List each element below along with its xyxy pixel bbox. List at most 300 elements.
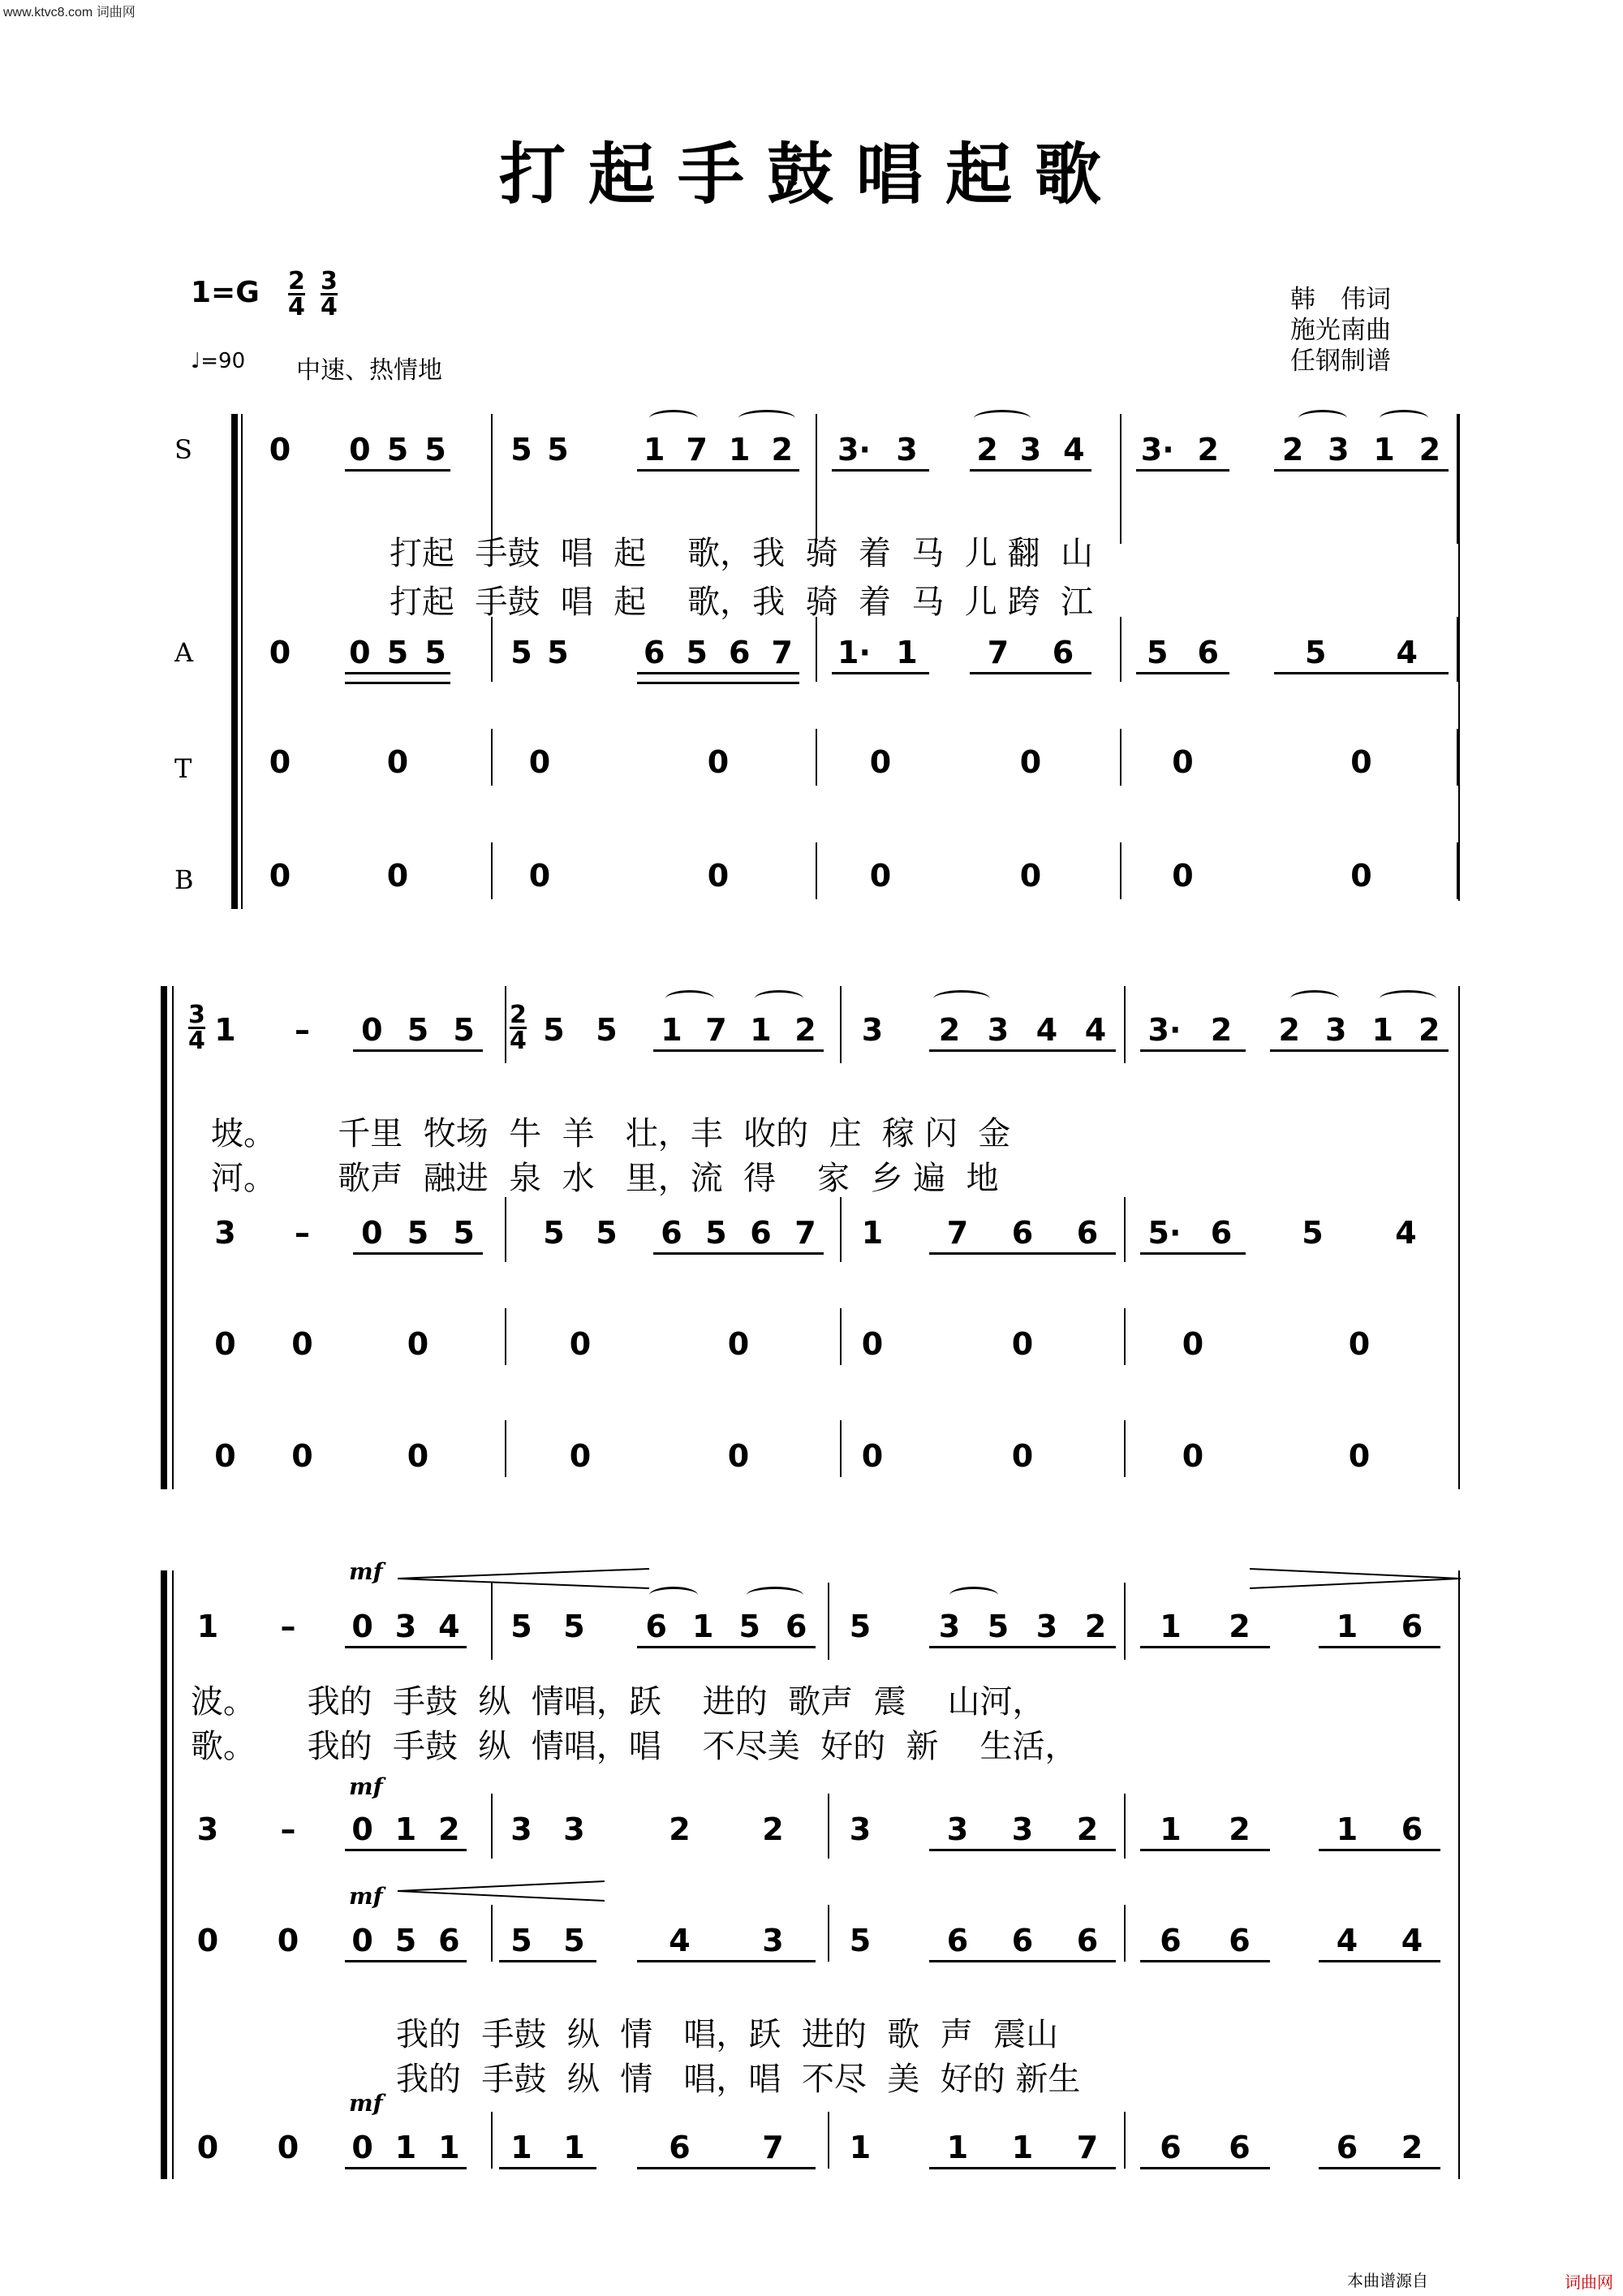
note-b: 1: [946, 2130, 969, 2165]
note-t: 6: [946, 1923, 969, 1958]
system-brace: [161, 1570, 167, 2179]
note-s: 6: [1401, 1609, 1423, 1644]
lyrics-verse-1: 坡。 千里 牧场 牛 羊 壮，丰 收的 庄 稼 闪 金: [211, 1115, 1011, 1152]
note-s: 3: [394, 1609, 417, 1644]
note-a: 3: [1011, 1811, 1034, 1847]
barline: [491, 1794, 493, 1859]
tenor-lyrics-verse-1: 我的 手鼓 纵 情 唱，跃 进的 歌 声 震山: [396, 2016, 1059, 2053]
beam-underline: [832, 672, 929, 674]
note-t: 0: [1172, 744, 1194, 780]
note-s: 2: [938, 1012, 961, 1048]
lyrics-verse-1: 打起 手鼓 唱 起 歌，我 骑 着 马 儿 翻 山: [390, 535, 1094, 572]
note-s: 5: [453, 1012, 475, 1048]
note-a: 6: [1401, 1811, 1423, 1847]
note-s: 3: [861, 1012, 884, 1048]
note-s: 4: [438, 1609, 460, 1644]
time-signature-2-4: 2 4: [510, 1001, 527, 1055]
note-t: 4: [669, 1923, 691, 1958]
note-a: 0: [361, 1215, 383, 1251]
note-a: 1: [861, 1215, 884, 1251]
note-s: 3: [1019, 432, 1042, 467]
note-s: 1: [644, 432, 665, 467]
time-signature-3-4: 3 4: [188, 1001, 205, 1055]
system-end-bar: [1458, 986, 1460, 1489]
part-label-t: T: [174, 753, 192, 784]
note-a: 5: [424, 635, 446, 670]
note-s: 2: [1281, 432, 1304, 467]
beam-underline: [1319, 1646, 1440, 1648]
note-b: 0: [569, 1438, 592, 1474]
note-s: 1: [214, 1012, 236, 1048]
note-s: 5: [510, 1609, 532, 1644]
barline: [828, 1794, 829, 1859]
note-a: 5: [596, 1215, 618, 1251]
beam-underline: [637, 2167, 816, 2169]
note-b: 6: [1229, 2130, 1251, 2165]
beam-underline: [353, 1252, 483, 1255]
beam-underline: [1140, 2167, 1270, 2169]
note-a: 6: [1210, 1215, 1233, 1251]
beam-underline: [929, 1252, 1116, 1255]
note-a: 2: [1076, 1811, 1099, 1847]
beam-underline: [637, 672, 799, 674]
note-t: 6: [1229, 1923, 1251, 1958]
barline: [828, 1583, 829, 1660]
barline: [1124, 1308, 1126, 1365]
barline: [491, 842, 493, 899]
beam-underline: [1136, 672, 1229, 674]
barline: [828, 1905, 829, 1962]
note-s: 2: [976, 432, 998, 467]
note-t: 0: [214, 1326, 236, 1362]
note-a: –: [280, 1811, 296, 1847]
beam-underline: [1136, 469, 1229, 472]
slur: [1298, 410, 1347, 427]
note-t: 0: [351, 1923, 373, 1958]
footer-site[interactable]: 词曲网: [1565, 2274, 1613, 2292]
note-t: 0: [291, 1326, 313, 1362]
note-s: 2: [1197, 432, 1219, 467]
beam-underline: [353, 1049, 483, 1052]
barline: [505, 986, 506, 1063]
beam-underline: [1274, 672, 1449, 674]
beam-underline: [345, 1960, 467, 1962]
note-s: –: [280, 1609, 296, 1644]
beam-underline: [345, 672, 450, 674]
dynamic-mf: mf: [349, 1558, 383, 1585]
barline: [840, 1420, 842, 1477]
note-a: 5: [1305, 635, 1327, 670]
note-b: 2: [1401, 2130, 1423, 2165]
part-label-a: A: [174, 637, 194, 668]
note-a: 6: [644, 635, 665, 670]
tempo-marking: ♩=90: [191, 349, 246, 373]
note-s: –: [295, 1012, 310, 1048]
note-a: 5: [407, 1215, 429, 1251]
note-a: 5: [543, 1215, 565, 1251]
note-a: 3: [510, 1811, 532, 1847]
note-t: 4: [1401, 1923, 1423, 1958]
site-header: www.ktvc8.com 词曲网: [3, 6, 136, 19]
slur: [1380, 410, 1428, 427]
barline: [1124, 2112, 1126, 2169]
beam-underline: [1274, 469, 1449, 472]
note-b: 0: [291, 1438, 313, 1474]
barline: [1120, 414, 1121, 544]
note-s: 2: [1229, 1609, 1251, 1644]
beam-underline: [1140, 1049, 1246, 1052]
note-a: 1: [1160, 1811, 1182, 1847]
note-s: 4: [1084, 1012, 1107, 1048]
note-a: 5: [705, 1215, 727, 1251]
beam-underline: [929, 1646, 1116, 1648]
note-t: 6: [1160, 1923, 1182, 1958]
note-a: 6: [729, 635, 751, 670]
note-s: 5: [987, 1609, 1010, 1644]
barline: [1124, 1905, 1126, 1962]
note-a: 2: [762, 1811, 784, 1847]
barline: [491, 414, 493, 544]
slur: [747, 1587, 803, 1604]
lyricist: 韩 伟词: [1290, 285, 1391, 314]
note-t: 0: [707, 744, 730, 780]
note-s: 1: [1160, 1609, 1182, 1644]
slur: [738, 410, 795, 427]
time-signature-2-4: 2 4: [288, 267, 305, 321]
note-a: 1: [1336, 1811, 1358, 1847]
beam-underline: [929, 1849, 1116, 1851]
note-a: 2: [438, 1811, 460, 1847]
note-b: 0: [1182, 1438, 1204, 1474]
note-s: 5: [738, 1609, 760, 1644]
note-a: 5: [547, 635, 569, 670]
note-b: 7: [762, 2130, 784, 2165]
beam-underline: [637, 682, 799, 684]
footer-source: 本曲谱源自: [1347, 2272, 1428, 2290]
note-s: 5: [386, 432, 409, 467]
barline: [491, 617, 493, 682]
barline: [816, 414, 817, 544]
barline: [505, 1308, 506, 1365]
note-b: 0: [528, 858, 551, 894]
composer: 施光南曲: [1290, 316, 1391, 345]
note-t: 0: [1348, 1326, 1371, 1362]
note-b: 0: [214, 1438, 236, 1474]
note-s: 1: [729, 432, 751, 467]
note-s: 5: [547, 432, 569, 467]
dynamic-mf: mf: [349, 2090, 383, 2117]
arranger: 任钢制谱: [1290, 347, 1391, 376]
barline: [1120, 617, 1121, 682]
barline: [816, 842, 817, 899]
lyrics-verse-2: 河。 歌声 融进 泉 水 里，流 得 家 乡 遍 地: [211, 1160, 999, 1197]
barline: [1124, 1420, 1126, 1477]
part-label-s: S: [174, 434, 192, 465]
note-b: 1: [394, 2130, 417, 2165]
note-b: 0: [351, 2130, 373, 2165]
note-s: 2: [1210, 1012, 1233, 1048]
beam-underline: [929, 2167, 1116, 2169]
crescendo-hairpin: [398, 1567, 649, 1590]
note-s: 3: [938, 1609, 961, 1644]
note-b: 0: [707, 858, 730, 894]
note-b: 6: [1160, 2130, 1182, 2165]
note-a: 3: [563, 1811, 585, 1847]
note-s: 0: [269, 432, 291, 467]
slur: [1380, 990, 1436, 1007]
barline: [840, 986, 842, 1063]
note-s: 4: [1035, 1012, 1058, 1048]
note-s: 2: [1419, 432, 1441, 467]
note-a: 5: [1302, 1215, 1324, 1251]
slur: [974, 410, 1031, 427]
note-a: 5: [453, 1215, 475, 1251]
barline: [1124, 1794, 1126, 1859]
note-s: 4: [1063, 432, 1085, 467]
beam-underline: [345, 1646, 467, 1648]
dynamic-mf: mf: [349, 1883, 383, 1910]
note-a: 0: [269, 635, 291, 670]
note-s: 5: [563, 1609, 585, 1644]
barline: [840, 1308, 842, 1365]
system-brace-line: [241, 414, 243, 909]
slur: [949, 1587, 998, 1604]
beam-underline: [1319, 1849, 1440, 1851]
note-a: 2: [669, 1811, 691, 1847]
note-s: 5: [407, 1012, 429, 1048]
barline: [1120, 842, 1121, 899]
note-a: –: [295, 1215, 310, 1251]
barline: [491, 2112, 493, 2169]
note-s: 3·: [1147, 1012, 1182, 1048]
note-b: 1: [438, 2130, 460, 2165]
note-s: 2: [1419, 1012, 1440, 1048]
barline: [491, 729, 493, 786]
note-b: 0: [727, 1438, 750, 1474]
note-b: 6: [1336, 2130, 1358, 2165]
note-s: 7: [686, 432, 708, 467]
note-a: 6: [1052, 635, 1074, 670]
note-b: 0: [1350, 858, 1372, 894]
note-b: 0: [1019, 858, 1042, 894]
slur: [649, 410, 698, 427]
system-brace-line: [172, 986, 174, 1489]
note-s: 5: [510, 432, 532, 467]
note-t: 0: [1011, 1326, 1034, 1362]
note-b: 0: [407, 1438, 429, 1474]
barline: [828, 2112, 829, 2169]
note-s: 1: [661, 1012, 682, 1048]
beam-underline: [345, 469, 450, 472]
system-brace: [161, 986, 167, 1489]
beam-underline: [637, 1960, 816, 1962]
note-s: 1: [750, 1012, 772, 1048]
barline: [505, 1420, 506, 1477]
note-s: 2: [771, 432, 793, 467]
note-s: 1: [692, 1609, 714, 1644]
lyrics-verse-2: 歌。 我的 手鼓 纵 情唱，唱 不尽美 好的 新 生活，: [191, 1728, 1078, 1765]
note-a: 1·: [837, 635, 871, 670]
note-s: 7: [705, 1012, 727, 1048]
note-s: 1: [196, 1609, 219, 1644]
note-b: 0: [386, 858, 409, 894]
note-s: 2: [1084, 1609, 1107, 1644]
note-t: 5: [510, 1923, 532, 1958]
note-b: 0: [196, 2130, 219, 2165]
beam-underline: [637, 469, 799, 472]
beam-underline: [1140, 1849, 1270, 1851]
note-s: 5: [543, 1012, 565, 1048]
note-s: 3: [896, 432, 918, 467]
note-t: 0: [1350, 744, 1372, 780]
key-signature: 1=G: [191, 276, 260, 309]
credits: [1290, 284, 1391, 377]
note-b: 1: [563, 2130, 585, 2165]
note-t: 6: [438, 1923, 460, 1958]
slur: [649, 1587, 698, 1604]
note-a: 3: [849, 1811, 872, 1847]
decrescendo-hairpin: [1250, 1567, 1461, 1590]
note-t: 5: [563, 1923, 585, 1958]
note-a: 7: [987, 635, 1010, 670]
note-a: 3: [196, 1811, 219, 1847]
note-s: 5: [849, 1609, 872, 1644]
note-b: 0: [277, 2130, 299, 2165]
note-a: 1: [896, 635, 918, 670]
note-t: 6: [1076, 1923, 1099, 1958]
note-a: 5: [686, 635, 708, 670]
note-b: 0: [869, 858, 892, 894]
note-a: 7: [771, 635, 793, 670]
note-s: 3: [1325, 1012, 1347, 1048]
barline: [1124, 1197, 1126, 1262]
time-signature-3-4: 3 4: [321, 267, 338, 321]
beam-underline: [929, 1049, 1116, 1052]
note-b: 0: [1348, 1438, 1371, 1474]
beam-underline: [499, 1960, 596, 1962]
note-t: 0: [196, 1923, 219, 1958]
note-b: 1: [510, 2130, 532, 2165]
note-a: 5·: [1147, 1215, 1182, 1251]
note-t: 0: [869, 744, 892, 780]
note-b: 0: [861, 1438, 884, 1474]
note-b: 0: [269, 858, 291, 894]
beam-underline: [499, 2167, 596, 2169]
beam-underline: [929, 1960, 1116, 1962]
page-title: 打起手鼓唱起歌: [498, 136, 1124, 213]
note-t: 0: [407, 1326, 429, 1362]
barline: [491, 1583, 493, 1660]
beam-underline: [345, 1849, 467, 1851]
note-a: 6: [750, 1215, 772, 1251]
note-b: 0: [1172, 858, 1194, 894]
note-a: 4: [1395, 1215, 1417, 1251]
note-t: 0: [861, 1326, 884, 1362]
lyrics-verse-1: 波。 我的 手鼓 纵 情唱，跃 进的 歌声 震 山河，: [191, 1683, 1045, 1721]
system-brace: [231, 414, 238, 909]
slur: [1290, 990, 1339, 1007]
note-t: 5: [394, 1923, 417, 1958]
expression-marking: 中速、热情地: [296, 356, 442, 385]
note-t: 0: [1019, 744, 1042, 780]
tenor-lyrics-verse-2: 我的 手鼓 纵 情 唱，唱 不尽 美 好的 新生: [396, 2061, 1081, 2098]
lyrics-verse-2: 打起 手鼓 唱 起 歌，我 骑 着 马 儿 跨 江: [390, 584, 1094, 621]
beam-underline: [832, 469, 929, 472]
note-a: 2: [1229, 1811, 1251, 1847]
barline: [1120, 729, 1121, 786]
note-s: 1: [1373, 432, 1395, 467]
note-a: 6: [1011, 1215, 1034, 1251]
note-s: 3: [1328, 432, 1350, 467]
beam-underline: [345, 682, 450, 684]
system-end-bar: [1458, 1570, 1460, 2179]
beam-underline: [653, 1049, 824, 1052]
note-b: 1: [1011, 2130, 1034, 2165]
note-s: 5: [596, 1012, 618, 1048]
beam-underline: [1319, 2167, 1440, 2169]
note-s: 3·: [837, 432, 871, 467]
note-s: 1: [1371, 1012, 1393, 1048]
barline: [505, 1197, 506, 1262]
note-s: 3: [1035, 1609, 1058, 1644]
crescendo-hairpin: [398, 1880, 605, 1902]
beam-underline: [345, 2167, 467, 2169]
note-a: 6: [1197, 635, 1219, 670]
note-s: 2: [1278, 1012, 1300, 1048]
note-t: 0: [528, 744, 551, 780]
note-b: 1: [849, 2130, 872, 2165]
note-a: 5: [510, 635, 532, 670]
beam-underline: [1140, 1646, 1270, 1648]
note-a: 5: [386, 635, 409, 670]
note-a: 1: [394, 1811, 417, 1847]
beam-underline: [1270, 1049, 1449, 1052]
note-s: 3·: [1140, 432, 1174, 467]
note-a: 0: [351, 1811, 373, 1847]
note-s: 6: [786, 1609, 807, 1644]
note-s: 0: [361, 1012, 383, 1048]
beam-underline: [637, 1646, 816, 1648]
note-a: 4: [1396, 635, 1418, 670]
barline: [816, 729, 817, 786]
note-a: 5: [1147, 635, 1169, 670]
note-a: 6: [661, 1215, 682, 1251]
note-b: 0: [1011, 1438, 1034, 1474]
note-b: 6: [669, 2130, 691, 2165]
barline: [491, 1905, 493, 1962]
part-label-b: B: [174, 864, 194, 895]
slur: [665, 990, 714, 1007]
slur: [755, 990, 803, 1007]
barline: [1124, 986, 1126, 1063]
note-s: 6: [645, 1609, 667, 1644]
note-a: 3: [946, 1811, 969, 1847]
note-b: 7: [1076, 2130, 1099, 2165]
note-a: 6: [1076, 1215, 1099, 1251]
note-t: 0: [727, 1326, 750, 1362]
barline: [816, 617, 817, 682]
barline: [1124, 1583, 1126, 1660]
beam-underline: [970, 469, 1091, 472]
note-t: 5: [849, 1923, 872, 1958]
beam-underline: [970, 672, 1091, 674]
note-s: 1: [1336, 1609, 1358, 1644]
note-a: 0: [349, 635, 371, 670]
system-end-bar: [1458, 414, 1460, 901]
beam-underline: [653, 1252, 824, 1255]
note-a: 7: [794, 1215, 816, 1251]
note-t: 0: [1182, 1326, 1204, 1362]
